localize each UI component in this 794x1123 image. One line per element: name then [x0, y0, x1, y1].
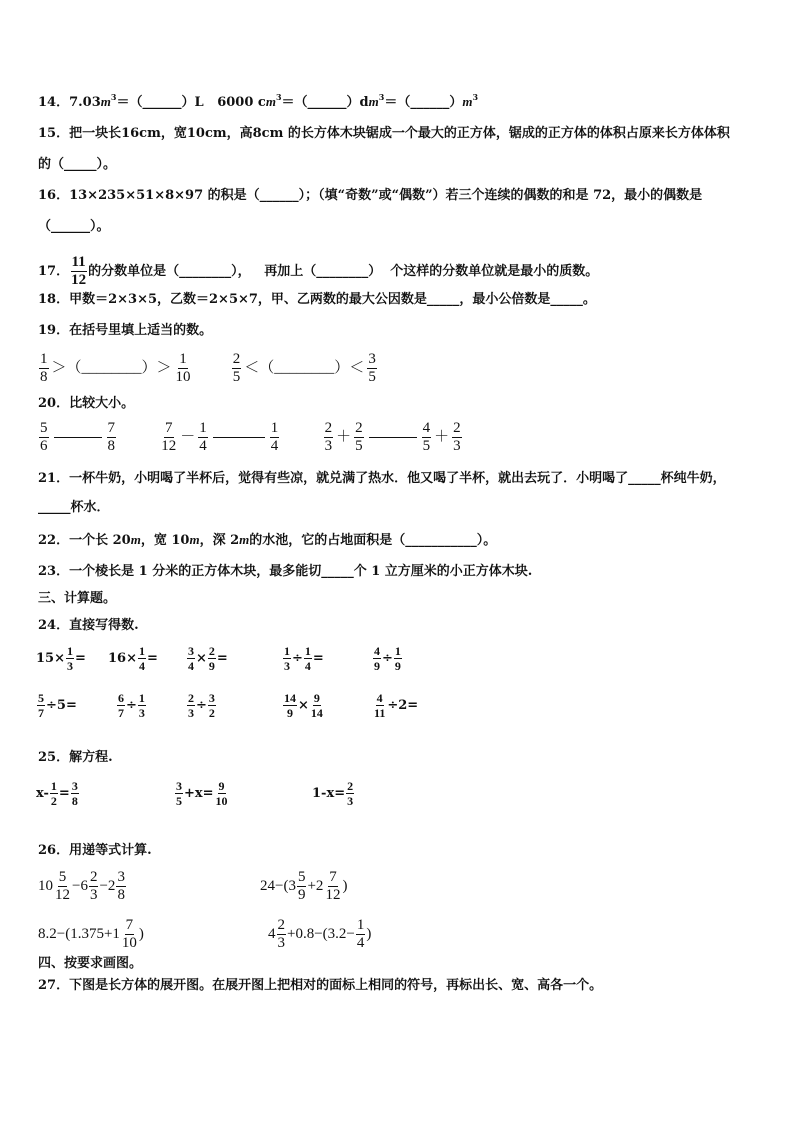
- fraction: $\frac{4}{11}$: [374, 691, 386, 720]
- question-26-expression4: 4 $\frac{2}{3}$ +0.8−(3.2− $\frac{1}{4}$ ): [268, 917, 372, 951]
- fraction: $\frac{7}{8}$: [107, 420, 115, 454]
- fraction: $\frac{1}{4}$: [304, 644, 311, 673]
- question-21-line1: 21．一杯牛奶，小明喝了半杯后，觉得有些凉，就兑满了热水．他又喝了半杯，就出去玩了．小明喝了_____杯纯牛奶，: [38, 471, 726, 486]
- fraction: $\frac{11}{12}$: [71, 254, 87, 288]
- question-26-title: 26．用递等式计算.: [38, 843, 152, 858]
- fraction: $\frac{1}{3}$: [138, 691, 145, 720]
- question-24-row2-item3: $\frac{2}{3}$ ÷ $\frac{3}{2}$: [188, 691, 215, 720]
- question-25-title: 25．解方程.: [38, 750, 113, 765]
- question-17: 17． $\frac{11}{12}$ 的分数单位是（________）， 再加上（________） 个这样的分数单位就是最小的质数。: [38, 254, 599, 288]
- question-21-line2: _____杯水．: [38, 500, 110, 515]
- fraction: $\frac{1}{2}$: [50, 779, 57, 808]
- answer-blank[interactable]: [369, 437, 417, 438]
- question-24-row1-item2: 16× $\frac{1}{4}$ =: [108, 644, 158, 673]
- fraction: $\frac{7}{12}$: [325, 869, 341, 903]
- question-23: 23．一个棱长是 1 分米的正方体木块，最多能切_____个 1 立方厘米的小正方体木块.: [38, 564, 533, 579]
- question-25-equation1: x- $\frac{1}{2}$ = $\frac{3}{8}$: [36, 779, 78, 808]
- question-18: 18．甲数＝2×3×5，乙数＝2×5×7，甲、乙两数的最大公因数是_____，最小公倍数是_____。: [38, 292, 596, 307]
- fraction: $\frac{7}{10}$: [121, 917, 137, 951]
- fraction: $\frac{3}{8}$: [71, 779, 78, 808]
- fraction: $\frac{4}{5}$: [422, 420, 431, 454]
- question-27: 27．下图是长方体的展开图。在展开图上把相对的面标上相同的符号，再标出长、宽、高各一个。: [38, 978, 603, 993]
- fraction: $\frac{5}{12}$: [55, 869, 70, 903]
- question-19-title: 19．在括号里填上适当的数。: [38, 323, 213, 338]
- fraction: $\frac{2}{3}$: [324, 420, 333, 454]
- fraction: $\frac{9}{14}$: [310, 691, 323, 720]
- fraction: $\frac{5}{6}$: [40, 420, 48, 454]
- fraction: $\frac{1}{4}$: [138, 644, 145, 673]
- question-26-expression3: 8.2−(1.375+1 $\frac{7}{10}$ ): [38, 917, 144, 951]
- fraction: $\frac{5}{7}$: [38, 691, 44, 720]
- question-22: 22．一个长 20m，宽 10m，深 2m的水池，它的占地面积是（___________）。: [38, 532, 497, 548]
- answer-blank[interactable]: [213, 437, 265, 438]
- question-25-equation3: 1-x= $\frac{2}{3}$: [312, 779, 354, 808]
- question-26-expression2: 24−(3 $\frac{5}{9}$ +2 $\frac{7}{12}$ ): [260, 869, 348, 903]
- fraction: $\frac{3}{5}$: [368, 351, 376, 385]
- question-19-expressions: $\frac{1}{8}$ ＞（________）＞ $\frac{1}{10}$ $\frac{2}{5}$ ＜（________）＜ $\frac{3}{5}$: [40, 351, 376, 385]
- fraction: $\frac{3}{2}$: [208, 691, 215, 720]
- fraction: $\frac{1}{10}$: [175, 351, 191, 385]
- question-24-title: 24．直接写得数.: [38, 618, 139, 633]
- fraction: $\frac{1}{4}$: [356, 917, 365, 951]
- question-24-row2-item2: $\frac{6}{7}$ ÷ $\frac{1}{3}$: [118, 691, 145, 720]
- fraction: $\frac{2}{3}$: [347, 779, 354, 808]
- question-24-row1-item4: $\frac{1}{3}$ ÷ $\frac{1}{4}$ =: [284, 644, 324, 673]
- section-4-heading: 四、按要求画图。: [38, 956, 143, 971]
- fraction: $\frac{2}{5}$: [355, 420, 363, 454]
- fraction: $\frac{4}{9}$: [374, 644, 380, 673]
- fraction: $\frac{3}{5}$: [176, 779, 182, 808]
- fraction: $\frac{2}{3}$: [277, 917, 285, 951]
- fraction: $\frac{1}{3}$: [66, 644, 73, 673]
- answer-blank[interactable]: [54, 437, 102, 438]
- fraction: $\frac{6}{7}$: [118, 691, 124, 720]
- fraction: $\frac{2}{3}$: [89, 869, 98, 903]
- section-3-heading: 三、计算题。: [38, 591, 117, 606]
- fraction: $\frac{1}{8}$: [40, 351, 48, 385]
- question-24-row1-item5: $\frac{4}{9}$ ÷ $\frac{1}{9}$: [374, 644, 401, 673]
- fraction: $\frac{2}{3}$: [453, 420, 461, 454]
- question-26-expression1: 10 $\frac{5}{12}$ −6 $\frac{2}{3}$ −2 $\frac{3}{8}$: [38, 869, 125, 903]
- fraction: $\frac{2}{9}$: [208, 644, 215, 673]
- question-15-line2: 的（_____）。: [38, 157, 117, 172]
- question-24-row2-item5: $\frac{4}{11}$ ÷2=: [374, 691, 419, 720]
- fraction: $\frac{1}{9}$: [394, 644, 401, 673]
- question-14: 14．$7.03m^3=(\_\_\_\_\_\_)L$ 6000 $cm^3=(\_\_\_\_\_\_)dm^3=(\_\_\_\_\_\_)m^3$: [38, 92, 479, 110]
- question-25-equation2: $\frac{3}{5}$ +x= $\frac{9}{10}$: [176, 779, 228, 808]
- question-15-line1: 15．把一块长16cm，宽10cm，高8cm 的长方体木块锯成一个最大的正方体，锯成的正方体的体积占原来长方体体积: [38, 126, 730, 141]
- fraction: $\frac{7}{12}$: [161, 420, 177, 454]
- question-24-row2-item1: $\frac{5}{7}$ ÷5=: [38, 691, 77, 720]
- fraction: $\frac{14}{9}$: [284, 691, 296, 720]
- question-24-row1-item3: $\frac{3}{4}$ × $\frac{2}{9}$ =: [188, 644, 228, 673]
- fraction: $\frac{3}{4}$: [188, 644, 194, 673]
- fraction: $\frac{1}{4}$: [270, 420, 279, 454]
- question-20-title: 20．比较大小。: [38, 396, 135, 411]
- fraction: $\frac{9}{10}$: [215, 779, 228, 808]
- fraction: $\frac{5}{9}$: [297, 869, 306, 903]
- question-20-comparisons: $\frac{5}{6}$ $\frac{7}{8}$ $\frac{7}{12}$ － $\frac{1}{4}$ $\frac{1}{4}$ $\frac{2}{3}$ ＋ $\frac{2}{5}$ $\frac{4}{5}$ ＋ $\frac{2}{3}$: [40, 420, 461, 454]
- fraction: $\frac{3}{8}$: [117, 869, 125, 903]
- fraction: $\frac{1}{4}$: [199, 420, 207, 454]
- fraction: $\frac{2}{3}$: [188, 691, 194, 720]
- fraction: $\frac{2}{5}$: [232, 351, 241, 385]
- question-16-line2: （______）。: [38, 219, 110, 234]
- question-24-row2-item4: $\frac{14}{9}$ × $\frac{9}{14}$: [284, 691, 323, 720]
- question-16-line1: 16．13×235×51×8×97 的积是（______）；（填“奇数”或“偶数”）若三个连续的偶数的和是 72，最小的偶数是: [38, 188, 703, 203]
- question-24-row1-item1: 15× $\frac{1}{3}$ =: [36, 644, 86, 673]
- fraction: $\frac{1}{3}$: [284, 644, 290, 673]
